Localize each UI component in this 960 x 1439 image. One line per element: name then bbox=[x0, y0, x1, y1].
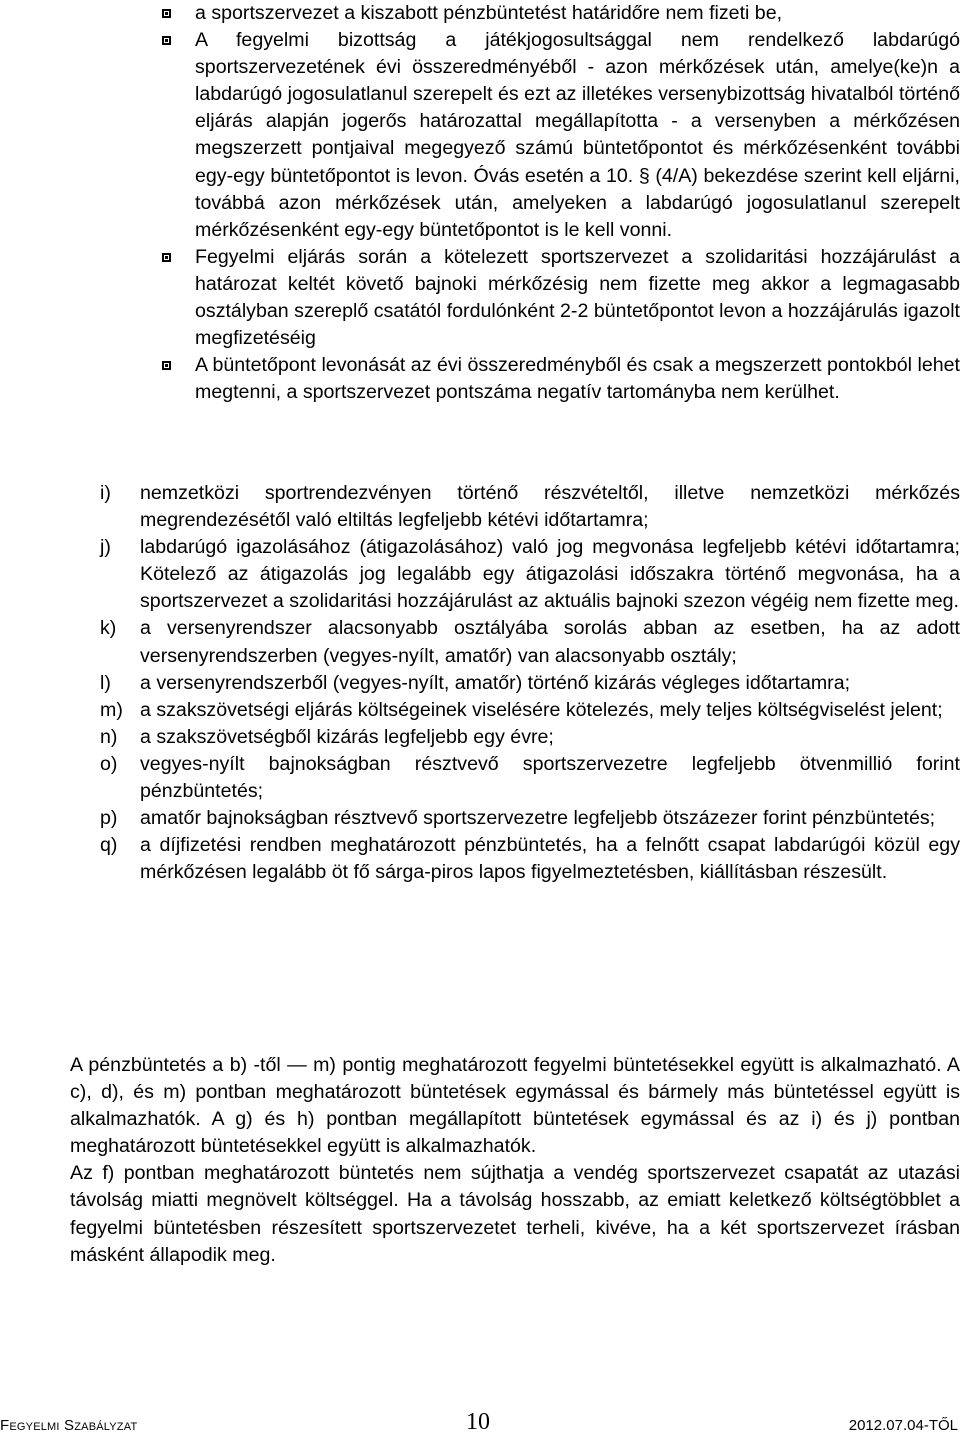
list-item-label: o) bbox=[100, 752, 118, 775]
bullet-text: A büntetőpont levonását az évi összeredményből és csak a megszerzett pontokból lehet megtenni, a sportszervezet pontszáma negatív tartományba nem kerülhet. bbox=[195, 354, 960, 404]
square-bullet-icon bbox=[162, 361, 171, 370]
bullet-text: a sportszervezet a kiszabott pénzbüntetést határidőre nem fizeti be, bbox=[195, 2, 783, 24]
list-item-text: nemzetközi sportrendezvényen történő részvételtől, illetve nemzetközi mérkőzés megrendezésétől való eltiltás legfeljebb kétévi időtartamra; bbox=[140, 482, 960, 532]
bullet-text: A fegyelmi bizottság a játékjogosultsággal nem rendelkező labdarúgó sportszervezetének évi összeredményéből - azon mérkőzések után, amelye(ke)n a labdarúgó jogosulatlanul szerepelt és ezt az illetékes versenybizottság hivatalból történő eljárás alapján jogerős határozattal megállapította - a versenyben a mérkőzésen megszerzett pontjaival megegyező számú büntetőpontot és mérkőzésenként további egy-egy büntetőpontot is levon. Óvás esetén a 10. § (4/A) bekezdése szerint kell eljárni, továbbá azon mérkőzések után, amelyeken a labdarúgó jogosulatlanul szerepelt mérkőzésenként egy-egy büntetőpontot is le kell vonni. bbox=[195, 29, 960, 241]
list-item bbox=[100, 534, 960, 615]
list-item-text: a szakszövetségi eljárás költségeinek viselésére kötelezés, mely teljes költségviselést jelent; bbox=[140, 698, 943, 721]
list-item bbox=[100, 615, 960, 669]
square-bullet-icon bbox=[162, 36, 171, 45]
list-item-text: vegyes-nyílt bajnokságban résztvevő sportszervezetre legfeljebb ötvenmillió forint pénzbüntetés; bbox=[140, 752, 960, 803]
footer-document-title: Fegyelmi Szabályzat bbox=[0, 1417, 138, 1434]
paragraph: A pénzbüntetés a b) -től — m) pontig meghatározott fegyelmi büntetésekkel együtt is alkalmazható. A c), d), és m) pontban meghatározott büntetések egymással és bármely más büntetéssel együtt is alkalmazhatók. A g) és h) pontban megállapított büntetések egymással és az i) és j) pontban meghatározott büntetésekkel együtt is alkalmazhatók. bbox=[70, 1054, 960, 1158]
list-item-text: a versenyrendszer alacsonyabb osztályába sorolás abban az esetben, ha az adott versenyrendszerben (vegyes-nyílt, amatőr) van alacsonyabb osztály; bbox=[140, 617, 960, 667]
bullet-list bbox=[160, 0, 960, 406]
bullet-text: Fegyelmi eljárás során a kötelezett sportszervezet a szolidaritási hozzájárulást a határozat keltét követő bajnoki mérkőzésig nem fizette meg akkor a legmagasabb osztályban szereplő csatától fordulónként 2-2 büntetőpontot levon a hozzájárulás igazolt megfizetéséig bbox=[195, 245, 960, 350]
list-item-text: amatőr bajnokságban résztvevő sportszervezetre legfeljebb ötszázezer forint pénzbüntetés; bbox=[140, 807, 936, 830]
list-item-label: m) bbox=[100, 698, 123, 721]
bullet-item bbox=[160, 244, 960, 352]
paragraph: Az f) pontban meghatározott büntetés nem sújthatja a vendég sportszervezet csapatát az utazási távolság miatti megnövelt költséggel. Ha a távolság hosszabb, az emiatt keletkező költségtöbblet a fegyelmi büntetésben részesített sportszervezetet terheli, kivéve, ha a két sportszervezet írásban másként állapodik meg. bbox=[70, 1162, 960, 1266]
list-item bbox=[100, 480, 960, 534]
page-number: 10 bbox=[466, 1409, 490, 1435]
list-item bbox=[100, 724, 960, 751]
square-bullet-icon bbox=[162, 253, 171, 262]
list-item-label: k) bbox=[100, 617, 117, 640]
footer-effective-date: 2012.07.04-TŐL bbox=[848, 1417, 958, 1434]
lettered-list bbox=[100, 480, 960, 886]
list-item bbox=[100, 805, 960, 832]
list-item-label: l) bbox=[100, 671, 111, 694]
list-item-label: q) bbox=[100, 834, 118, 857]
list-item-text: a díjfizetési rendben meghatározott pénzbüntetés, ha a felnőtt csapat labdarúgói közül egy mérkőzésen legalább öt fő sárga-piros lapos figyelmeztetésben, kiállításban részesült. bbox=[140, 834, 960, 884]
page-footer bbox=[0, 1405, 960, 1434]
square-bullet-icon bbox=[162, 9, 171, 18]
list-item-text: a versenyrendszerből (vegyes-nyílt, amatőr) történő kizárás végleges időtartamra; bbox=[140, 671, 851, 694]
list-item-label: j) bbox=[100, 536, 111, 559]
bullet-item bbox=[160, 352, 960, 406]
bullet-item bbox=[160, 27, 960, 244]
list-item-label: i) bbox=[100, 482, 111, 504]
list-item-label: n) bbox=[100, 725, 118, 748]
list-item-text: labdarúgó igazolásához (átigazolásához) való jog megvonása legfeljebb kétévi időtartamra; Kötelező az átigazolás jog legalább egy átigazolási időszakra történő megvonása, ha a sportszervezet a szolidaritási hozzájárulást az aktuális bajnoki szezon végéig nem fizette meg. bbox=[140, 536, 960, 613]
list-item bbox=[100, 751, 960, 805]
list-item bbox=[100, 697, 960, 724]
closing-paragraphs bbox=[70, 1052, 960, 1269]
list-item-label: p) bbox=[100, 807, 118, 830]
list-item bbox=[100, 670, 960, 697]
bullet-item bbox=[160, 0, 960, 27]
list-item-text: a szakszövetségből kizárás legfeljebb egy évre; bbox=[140, 725, 554, 748]
list-item bbox=[100, 832, 960, 886]
